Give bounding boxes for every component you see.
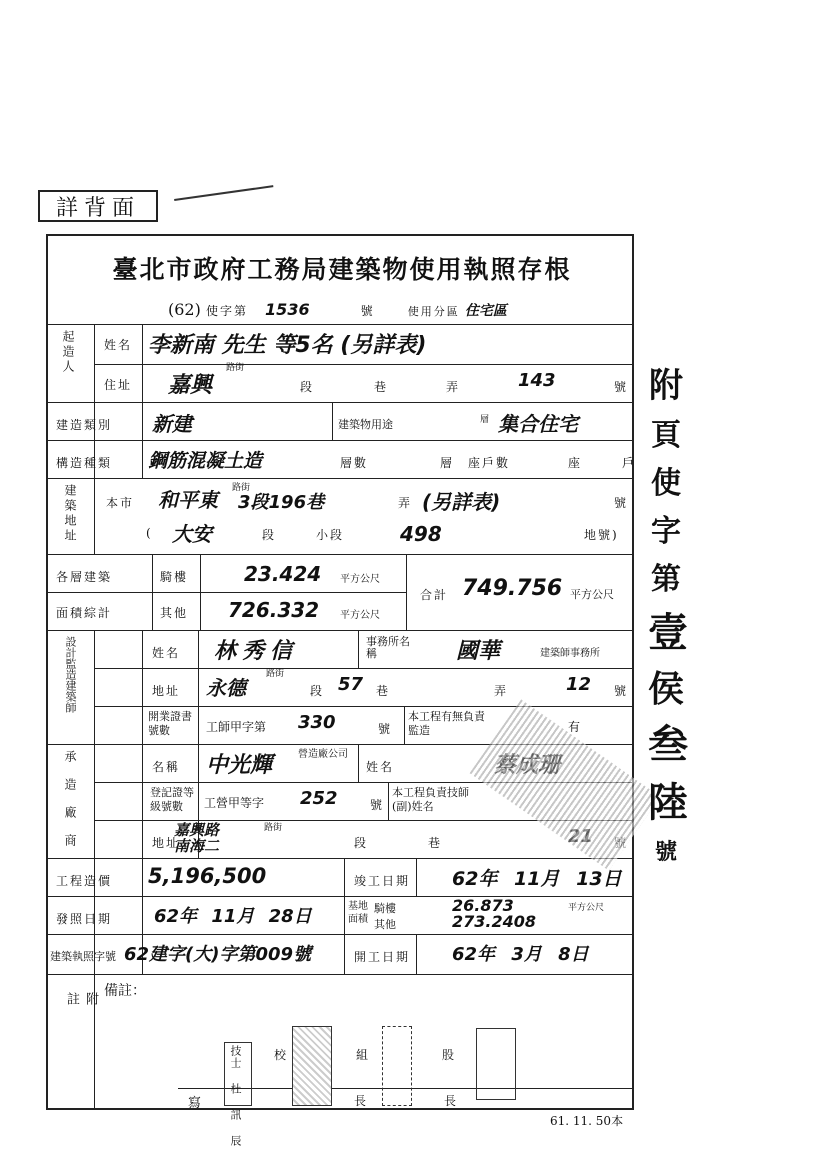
form-title: 臺北市政府工務局建築物使用執照存根 [112, 255, 572, 284]
base-story-label: 騎樓 [374, 902, 396, 915]
architect-hao: 號 [614, 684, 629, 698]
contractor-seg: 段 [354, 836, 369, 850]
area-other-unit: 平方公尺 [340, 610, 380, 621]
zone-label: 使用分區 [407, 305, 460, 318]
director-stamp [476, 1028, 516, 1100]
reg-suffix: 號 [370, 798, 385, 812]
location-road: 和平東 [158, 488, 218, 512]
office-value: 國華 [456, 639, 501, 664]
remarks-label: 附註 [64, 992, 98, 1075]
permit-label: 建築執照字號 [50, 950, 116, 963]
applicant-name: 李新南 先生 等5名 (另詳表) [148, 333, 427, 358]
permit-value: 62建字(大)字第009號 [124, 944, 312, 965]
print-code: 61. 11. 50本 [550, 1114, 624, 1128]
location-alley: 弄 [398, 496, 413, 510]
issue-value: 62年 11月 28日 [154, 906, 312, 927]
footer-write: 寫 [188, 1096, 204, 1111]
footer-section-chief: 股 [442, 1048, 457, 1062]
margin-char: 陸 [648, 779, 688, 826]
tech-stamp [224, 1042, 252, 1147]
architect-addr-label: 地址 [152, 684, 181, 698]
structure-label: 構造種類 [56, 456, 113, 470]
start-label: 開工日期 [354, 950, 411, 964]
ref-year: (62) [168, 300, 201, 319]
margin-char: 附 [649, 366, 683, 406]
area-story-unit: 平方公尺 [340, 574, 380, 585]
margin-char: 第 [651, 562, 681, 597]
use-label: 建築物用途 [338, 418, 393, 431]
cost-value: 5,196,500 [148, 864, 267, 888]
margin-stamp [648, 360, 688, 872]
name-label: 姓名 [104, 338, 133, 352]
architect-alley: 弄 [494, 684, 509, 698]
margin-char: 頁 [651, 418, 681, 453]
architect-no2: 12 [566, 674, 592, 695]
location-label: 建築地址 [63, 484, 77, 544]
location-section: 段 [262, 528, 277, 542]
address-label: 住址 [104, 378, 133, 392]
reg-no: 252 [300, 788, 338, 809]
base-unit: 平方公尺 [568, 903, 605, 913]
area-story-label: 騎樓 [160, 570, 189, 584]
header-scribble [174, 185, 276, 219]
contractor-addr-value: 嘉興路 南海二 [174, 821, 220, 855]
margin-char: 壹 [648, 609, 688, 656]
use-floor-label: 層 [480, 415, 490, 425]
ref-line [168, 300, 507, 320]
ref-number: 1536 [265, 300, 310, 319]
area-total-label: 合計 [420, 588, 449, 602]
area-other-label: 其他 [160, 606, 189, 620]
architect-addr-value: 永德 [206, 676, 246, 700]
units-hu: 戶 [622, 456, 637, 470]
margin-char: 字 [651, 514, 681, 549]
area-total-unit: 平方公尺 [570, 588, 614, 601]
category-label: 建造類別 [56, 418, 113, 432]
base-other-label: 其他 [374, 918, 396, 931]
area-label-bottom: 面積綜計 [56, 606, 113, 620]
location-city: 本市 [106, 496, 135, 510]
applicant-hao: 號 [614, 380, 629, 394]
units-label: 座戶數 [468, 456, 511, 470]
margin-char: 叁 [648, 721, 688, 768]
area-other-value: 726.332 [228, 598, 320, 622]
location-note: (另詳表) [422, 490, 501, 514]
check-stamp [292, 1026, 332, 1106]
supervisor-value: 有 [568, 720, 583, 734]
location-hao: 號 [614, 496, 629, 510]
base-label: 基地面積 [348, 901, 368, 925]
cert-label: 開業證書號數 [148, 710, 192, 737]
start-value: 62年 3月 8日 [452, 944, 589, 965]
contractor-name-suffix: 營造廠公司 [298, 749, 348, 760]
location-district: 大安 [172, 522, 212, 546]
applicant-seg: 段 [300, 380, 315, 394]
cert-value: 工師甲字第 [206, 720, 267, 734]
footer-director: 長 [444, 1094, 459, 1108]
applicant-label: 起造人 [61, 330, 75, 375]
cert-no: 330 [298, 712, 336, 733]
architect-no: 57 [338, 674, 364, 695]
cert-suffix: 號 [378, 722, 393, 736]
cost-label: 工程造價 [56, 874, 113, 888]
remarks-prefix: 備註： [104, 983, 146, 999]
area-story-value: 23.424 [244, 562, 322, 586]
margin-char: 號 [654, 839, 677, 865]
area-label-top: 各層建築 [56, 570, 113, 584]
applicant-no: 143 [518, 370, 556, 391]
back-label-box [38, 190, 158, 222]
contractor-addr-label: 地址 [152, 836, 181, 850]
architect-label: 設計監造建築師 [64, 636, 77, 713]
done-label: 竣工日期 [354, 874, 411, 888]
contractor-label: 承造廠商 [63, 750, 77, 862]
structure-value: 鋼筋混凝土造 [148, 450, 263, 472]
floors-unit: 層 [440, 456, 455, 470]
footer-check: 校 [274, 1048, 289, 1062]
contractor-name: 中光輝 [206, 753, 273, 778]
ref-word: 使字第 [205, 304, 248, 318]
base-other-value: 273.2408 [452, 912, 537, 931]
contractor-lane: 巷 [428, 836, 443, 850]
base-story-value: 26.873 [452, 896, 514, 915]
location-lot-label: 地號) [584, 528, 619, 542]
location-road-suffix: 路街 [232, 483, 251, 493]
ref-suffix: 號 [360, 304, 375, 318]
footer-chief: 長 [354, 1094, 369, 1108]
area-total-value: 749.756 [462, 576, 563, 601]
architect-addr-suffix: 路街 [266, 669, 285, 679]
margin-char: 使 [651, 466, 681, 501]
done-value: 62年 11月 13日 [452, 868, 622, 890]
applicant-addr-suffix: 路街 [226, 363, 245, 373]
tech-label: 本工程負責技師(副)姓名 [392, 786, 469, 813]
use-value: 集合住宅 [498, 412, 578, 436]
contractor-name-label: 名稱 [152, 760, 181, 774]
architect-lane: 巷 [376, 684, 391, 698]
applicant-lane: 巷 [374, 380, 389, 394]
group-stamp [382, 1026, 412, 1106]
issue-label: 發照日期 [56, 912, 113, 926]
zone-value: 住宅區 [464, 303, 507, 319]
back-label: 詳背面 [55, 195, 140, 221]
location-seg: 3段196巷 [238, 492, 325, 513]
architect-name: 林秀信 [214, 639, 299, 664]
architect-name-label: 姓名 [152, 646, 181, 660]
footer-group: 組 [356, 1048, 371, 1062]
location-lot: 498 [400, 522, 442, 546]
category-value: 新建 [152, 412, 192, 436]
location-paren: ( [146, 526, 153, 540]
supervisor-label: 本工程有無負責監造 [408, 710, 485, 737]
architect-seg: 段 [310, 684, 325, 698]
reg-label: 登記證等級號數 [150, 786, 194, 813]
footer-tech: 技士 杜 訊 辰 [229, 1045, 242, 1147]
margin-char: 侯 [648, 668, 685, 710]
contractor-addr-suffix: 路街 [264, 823, 283, 833]
contractor-person-label: 姓名 [366, 760, 395, 774]
applicant-alley: 弄 [446, 380, 461, 394]
office-suffix: 建築師事務所 [540, 648, 600, 659]
office-label: 事務所名稱 [366, 635, 410, 660]
reg-value: 工營甲等字 [204, 796, 265, 810]
applicant-address: 嘉興 [168, 373, 213, 398]
location-subsection: 小段 [316, 528, 345, 542]
floors-label: 層數 [340, 456, 369, 470]
units-unit: 座 [568, 456, 583, 470]
